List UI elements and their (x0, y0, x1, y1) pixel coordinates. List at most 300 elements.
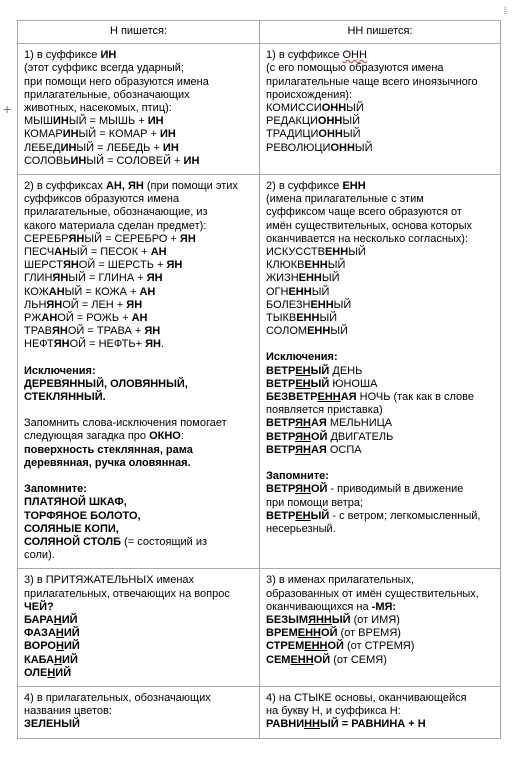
rule-cell (18, 44, 260, 175)
table-row (18, 44, 501, 175)
text-run: ЫЙ (311, 285, 330, 298)
text-run: ЫЙ (342, 128, 361, 141)
table-row (18, 175, 501, 569)
text-line (24, 640, 253, 653)
text-run: ЫЙ (330, 325, 348, 338)
text-line (266, 365, 494, 378)
text-line (24, 574, 253, 587)
text-line (24, 667, 253, 680)
bold-run: Исключения: (266, 351, 338, 364)
bold-run: ТОРФЯНОЕ БОЛОТО, (24, 509, 141, 522)
bold-run: КАБА (24, 653, 55, 666)
bold-run: ЕНН (290, 653, 314, 666)
text-run: РЖ (24, 312, 42, 325)
text-line (24, 259, 253, 272)
text-run: какого материала сделан предмет): (24, 219, 207, 232)
text-line (24, 89, 253, 102)
text-run: суффиксом чаще всего образуются от (266, 206, 462, 219)
drag-handle-icon[interactable]: ⁞⁞ (503, 6, 507, 17)
text-run: ДВИГАТЕЛЬ (327, 430, 394, 443)
rule-cell (260, 686, 501, 738)
bold-run: ЕН (295, 509, 311, 522)
bold-run: ОЙ (310, 430, 328, 443)
text-line (24, 549, 253, 562)
bold-run: ЧЕЙ? (24, 600, 54, 613)
text-run: (этот суффикс всегда ударный; (24, 62, 184, 75)
bold-run: БЕЗВЕТР (266, 391, 318, 404)
text-run: ЫЙ (348, 246, 366, 259)
bold-run: поверхность стеклянная, рама (24, 443, 193, 456)
text-line (24, 705, 253, 718)
text-run: ЫЙ (346, 102, 364, 115)
bold-run: Н (55, 627, 64, 640)
text-run: ТРАДИЦИ (266, 128, 319, 141)
bold-run: АЯ (340, 391, 357, 404)
bold-run: ЯН (295, 483, 311, 496)
text-line (266, 115, 494, 128)
text-run: ЫЙ = ЛЕБЕДЬ + (76, 141, 163, 154)
text-line (266, 718, 494, 731)
rule-cell (18, 686, 260, 738)
text-run: оканчивается на несколько согласных): (266, 232, 469, 245)
text-line (24, 220, 253, 233)
bold-run: ПЛАТЯНОЙ ШКАФ, (24, 496, 127, 509)
text-run: (от ИМЯ) (350, 613, 400, 626)
bold-run: ЯН (295, 417, 311, 430)
text-run: 1) в суффиксе (24, 49, 101, 62)
bold-run: ЯН (53, 338, 70, 351)
bold-run: ЯН (62, 259, 79, 272)
text-run: прилагательные чаще всего иноязычного (266, 75, 478, 88)
text-run: НЕФТ (24, 338, 54, 351)
text-line (24, 233, 253, 246)
bold-run: АН (131, 312, 148, 325)
text-run: ЫЙ (319, 312, 338, 325)
text-run: СОЛОВЬ (24, 154, 71, 167)
bold-run: ЕНН (304, 259, 328, 272)
text-line (24, 115, 253, 128)
text-run: ЮНОША (329, 377, 378, 390)
text-run: НОЧЬ (так как в слове (356, 391, 475, 404)
text-run: образованных от имён существительных, (266, 587, 479, 600)
table-row (18, 686, 501, 738)
text-line (266, 286, 494, 299)
bold-run: ЕНН (297, 627, 322, 640)
text-run: соли). (24, 549, 55, 562)
bold-run: Н (55, 640, 64, 653)
text-line (24, 457, 253, 470)
text-line (266, 654, 494, 667)
text-line (266, 128, 494, 141)
bold-run: ЯН (166, 259, 183, 272)
text-run: оканчивающихся на (266, 600, 372, 613)
text-line (24, 627, 253, 640)
text-run: ОСПА (326, 443, 362, 456)
bold-run: ИН (147, 115, 164, 128)
text-line (24, 246, 253, 259)
text-run: имён существительных, основа которых (266, 219, 473, 232)
text-line (24, 496, 253, 509)
text-run: ЛЕБЕД (24, 141, 61, 154)
text-line (266, 601, 494, 614)
text-run: ГЛИН (24, 272, 53, 285)
text-run: несерьезный. (266, 522, 336, 535)
bold-run: ОКНО (149, 430, 181, 443)
bold-run: ЯН (295, 443, 311, 456)
text-line (266, 510, 494, 523)
text-run: ОЙ = ШЕРСТЬ + (78, 259, 167, 272)
text-line (24, 338, 253, 351)
bold-run: ЫЙ = РАВНИНА + Н (320, 718, 426, 731)
bold-run: ВЕТР (266, 417, 296, 430)
text-line (266, 627, 494, 640)
text-run: при помощи него образуются имена (24, 75, 209, 88)
bold-run: ВЕТР (266, 483, 296, 496)
text-run: ОЙ = ЛЕН + (62, 298, 127, 311)
bold-run: СТРЕМ (266, 640, 305, 653)
text-run: ЫЙ = СЕРЕБРО + (84, 232, 180, 245)
text-run: появляется приставка) (266, 404, 383, 417)
bold-run: ИН (52, 115, 69, 128)
text-run: прилагательные, обозначающие, из (24, 206, 208, 219)
text-line (266, 325, 494, 338)
text-line (266, 62, 494, 75)
text-line (24, 325, 253, 338)
text-run: ОНН (342, 49, 367, 62)
text-line (266, 483, 494, 496)
bold-run: ЯН (52, 272, 69, 285)
text-line (266, 259, 494, 272)
text-run: (от СТРЕМЯ) (343, 640, 415, 653)
text-line (266, 49, 494, 62)
text-run: : (180, 430, 184, 443)
text-run: ЛЬН (24, 298, 47, 311)
text-line (266, 102, 494, 115)
bold-run: ИН (100, 49, 117, 62)
bold-run: СОЛЯНЫЕ КОПИ, (24, 522, 119, 535)
text-run: животных, насекомых, птиц): (24, 102, 172, 115)
text-run: ТЫКВ (266, 312, 297, 325)
bold-run: ФАЗА (24, 627, 56, 640)
bold-run: ЕНН (298, 272, 322, 285)
bold-run: ЯН (46, 298, 63, 311)
bold-run: СОЛЯНОЙ СТОЛБ (24, 535, 122, 548)
text-run: 1) в суффиксе (266, 49, 343, 62)
text-run: МЕЛЬНИЦА (326, 417, 393, 430)
text-run: (с его помощью образуются имена (266, 62, 444, 75)
text-run: (при помощи этих (143, 180, 238, 193)
text-run: ЫЙ = СОЛОВЕЙ + (86, 154, 184, 167)
spelling-rules-table (17, 20, 501, 739)
text-run: на букву Н, и суффикса Н: (266, 705, 401, 718)
text-line (24, 49, 253, 62)
text-line (24, 365, 253, 378)
bold-run: ЕН (295, 377, 311, 390)
text-line (24, 128, 253, 141)
text-run: - с ветром; легкомысленный, (329, 509, 481, 522)
rule-cell (18, 175, 260, 569)
bold-run: ЕНН (324, 246, 349, 259)
bold-run: Н (54, 653, 63, 666)
bold-run: ОЙ (327, 640, 344, 653)
bold-run: ИЙ (63, 640, 80, 653)
text-run: названия цветов: (24, 705, 112, 718)
text-line (266, 588, 494, 601)
text-run: ЫЙ (327, 259, 346, 272)
text-run: следующая загадка про (24, 430, 150, 443)
text-run: КОЖ (24, 285, 49, 298)
text-line (24, 391, 253, 404)
bold-run: ВРЕМ (266, 627, 298, 640)
bold-run: ЫЙ (310, 377, 330, 390)
text-run: ЫЙ = КОМАР + (78, 128, 160, 141)
bold-run: АН (54, 246, 71, 259)
text-line (24, 102, 253, 115)
bold-run: ЕНН (342, 180, 366, 193)
text-line (266, 431, 494, 444)
text-line (24, 601, 253, 614)
text-run: ЫЙ = ПЕСОК + (70, 246, 151, 259)
text-run: (имена прилагательные с этим (266, 193, 424, 206)
bold-run: Н (47, 666, 56, 679)
rule-cell (18, 569, 260, 687)
text-line (24, 62, 253, 75)
bold-run: ОНН (321, 102, 347, 115)
bold-run: ВЕТР (266, 509, 296, 522)
bold-run: ЕНН (296, 312, 320, 325)
bold-run: СЕМ (266, 653, 291, 666)
text-line (24, 417, 253, 430)
bold-run: ИЙ (55, 666, 72, 679)
bold-run: ОЙ (313, 653, 331, 666)
text-line (266, 206, 494, 219)
bold-run: ЯН (144, 325, 161, 338)
bold-run: НН (304, 718, 320, 731)
text-run: ЖИЗН (266, 272, 299, 285)
bold-run: ИН (162, 141, 179, 154)
bold-run: СТЕКЛЯННЫЙ. (24, 391, 106, 404)
text-run: ОЙ = ТРАВА + (67, 325, 145, 338)
text-line (266, 705, 494, 718)
text-run: БОЛЕЗН (266, 298, 311, 311)
bold-run: ОНН (317, 115, 343, 128)
text-line (24, 510, 253, 523)
bold-run: ВЕТР (266, 430, 296, 443)
text-run: ЫЙ = КОЖА + (64, 285, 140, 298)
text-line (24, 718, 253, 731)
text-run: суффиксов образуются имена (24, 193, 180, 206)
text-run: при помощи ветра; (266, 496, 364, 509)
bold-run: ЕНН (304, 640, 328, 653)
bold-run: ИН (183, 154, 200, 167)
text-run: прилагательные, обозначающих (24, 88, 190, 101)
bold-run: ЗЕЛЕНЫЙ (24, 718, 80, 731)
text-run: 2) в суффиксах (24, 180, 106, 193)
rule-cell (260, 569, 501, 687)
bold-run: ЕН (295, 364, 311, 377)
bold-run: ЕНН (307, 325, 331, 338)
table-header-row (18, 21, 501, 44)
bold-run: ЯН (68, 232, 85, 245)
bold-run: ЕНН (310, 298, 334, 311)
text-run: Запомнить слова-исключения помогает (24, 417, 227, 430)
bold-run: ЯН (145, 338, 161, 351)
text-run: ЫЙ = ГЛИНА + (68, 272, 147, 285)
bold-run: БАРА (24, 613, 54, 626)
text-line (266, 523, 494, 536)
bold-run: ИН (62, 128, 79, 141)
header-single-n: Н пишется: (18, 21, 260, 44)
bold-run: АЯ (310, 443, 327, 456)
text-run: РЕВОЛЮЦИ (266, 141, 331, 154)
bold-run: деревянная, ручка оловянная. (24, 456, 191, 469)
text-line (266, 497, 494, 510)
text-line (24, 142, 253, 155)
text-line (24, 193, 253, 206)
rule-cell (260, 175, 501, 569)
text-line (266, 378, 494, 391)
bold-run: АН (41, 312, 58, 325)
bold-run: ЕНН (317, 391, 341, 404)
text-line (24, 312, 253, 325)
text-run: МЫШ (24, 115, 53, 128)
bold-run: Запомните: (266, 470, 329, 483)
text-run: ЫЙ (354, 141, 373, 154)
text-run: ПЕСЧ (24, 246, 55, 259)
text-line (266, 76, 494, 89)
bold-run: РАВНИ (266, 718, 305, 731)
bold-run: АЯ (310, 417, 327, 430)
bold-run: ОНН (318, 128, 343, 141)
text-run: прилагательных, отвечающих на вопрос (24, 587, 230, 600)
bold-run: ВЕТР (266, 443, 296, 456)
text-run: ТРАВ (24, 325, 52, 338)
bold-run: ИЙ (62, 653, 78, 666)
text-line (266, 692, 494, 705)
bold-run: ДЕРЕВЯННЫЙ, ОЛОВЯННЫЙ, (24, 377, 188, 390)
text-run: ОГН (266, 285, 289, 298)
bold-run: АН, ЯН (105, 180, 144, 193)
bold-run: ЯНН (308, 613, 332, 626)
text-run: ЫЙ (342, 115, 361, 128)
text-line (266, 220, 494, 233)
bold-run: ОЙ (310, 483, 328, 496)
text-line (24, 180, 253, 193)
bold-run: ЫЙ (331, 613, 351, 626)
text-line (266, 299, 494, 312)
bold-run: ВОРО (24, 640, 56, 653)
text-line (266, 193, 494, 206)
text-line (24, 588, 253, 601)
text-line (266, 246, 494, 259)
text-line (24, 614, 253, 627)
text-run: - приводимый в движение (327, 483, 464, 496)
text-run: КОМАР (24, 128, 63, 141)
text-line (24, 286, 253, 299)
bold-run: ЯН (146, 272, 163, 285)
bold-run: ОНН (330, 141, 355, 154)
text-line (24, 692, 253, 705)
text-run: 2) в суффиксе (266, 180, 343, 193)
bold-run: ИЙ (63, 627, 80, 640)
bold-run: ОЛЕ (24, 666, 48, 679)
text-run: СОЛОМ (266, 325, 308, 338)
text-line (266, 272, 494, 285)
text-run: (от СЕМЯ) (330, 653, 387, 666)
text-line (24, 206, 253, 219)
text-line (24, 299, 253, 312)
bold-run: Запомните: (24, 483, 87, 496)
bold-run: ВЕТР (266, 364, 296, 377)
bold-run: ЫЙ (310, 364, 330, 377)
bold-run: Н (53, 613, 62, 626)
text-line (266, 404, 494, 417)
bold-run: Исключения: (24, 364, 96, 377)
header-double-n: НН пишется: (260, 21, 501, 44)
text-run: . (160, 338, 164, 351)
text-run: 4) на СТЫКЕ основы, оканчивающейся (266, 691, 467, 704)
text-line (266, 614, 494, 627)
text-line (24, 654, 253, 667)
bold-run: ЕНН (288, 285, 312, 298)
bold-run: ВЕТР (266, 377, 296, 390)
text-line (266, 233, 494, 246)
text-line (266, 417, 494, 430)
text-run: 3) в ПРИТЯЖАТЕЛЬНЫХ именах (24, 574, 195, 587)
bold-run: ЯН (295, 430, 311, 443)
text-run: ШЕРСТ (24, 259, 63, 272)
bold-run: АН (150, 246, 167, 259)
text-line (24, 272, 253, 285)
bold-run: ОЙ (321, 627, 338, 640)
text-line (24, 378, 253, 391)
text-run: КОМИССИ (266, 102, 322, 115)
bold-run: ИН (70, 154, 87, 167)
text-line (266, 312, 494, 325)
text-run: ОЙ = РОЖЬ + (57, 312, 132, 325)
bold-run: ЯН (179, 232, 196, 245)
text-line (266, 89, 494, 102)
text-line (24, 430, 253, 443)
text-line (266, 640, 494, 653)
text-run: ДЕНЬ (329, 364, 363, 377)
text-run: ЫЙ = МЫШЬ + (68, 115, 148, 128)
text-run: 4) в прилагательных, обозначающих (24, 691, 211, 704)
text-line (266, 180, 494, 193)
text-line (266, 574, 494, 587)
bold-run: ЯН (126, 298, 143, 311)
text-line (266, 470, 494, 483)
bold-run: ЯН (52, 325, 68, 338)
bold-run: АН (48, 285, 65, 298)
text-line (24, 536, 253, 549)
text-line (24, 76, 253, 89)
text-run: (от ВРЕМЯ) (337, 627, 401, 640)
bold-run: БЕЗЫМ (266, 613, 309, 626)
text-line (266, 391, 494, 404)
text-run: ЫЙ (333, 298, 352, 311)
text-run: (= состоящий из (121, 535, 208, 548)
text-run: происхождения): (266, 88, 352, 101)
text-run: СЕРЕБР (24, 232, 69, 245)
table-row (18, 569, 501, 687)
bold-run: -МЯ: (371, 600, 397, 613)
add-row-icon[interactable]: + (3, 101, 12, 117)
text-line (24, 523, 253, 536)
rule-cell (260, 44, 501, 175)
bold-run: ЫЙ (310, 509, 330, 522)
text-line (266, 444, 494, 457)
